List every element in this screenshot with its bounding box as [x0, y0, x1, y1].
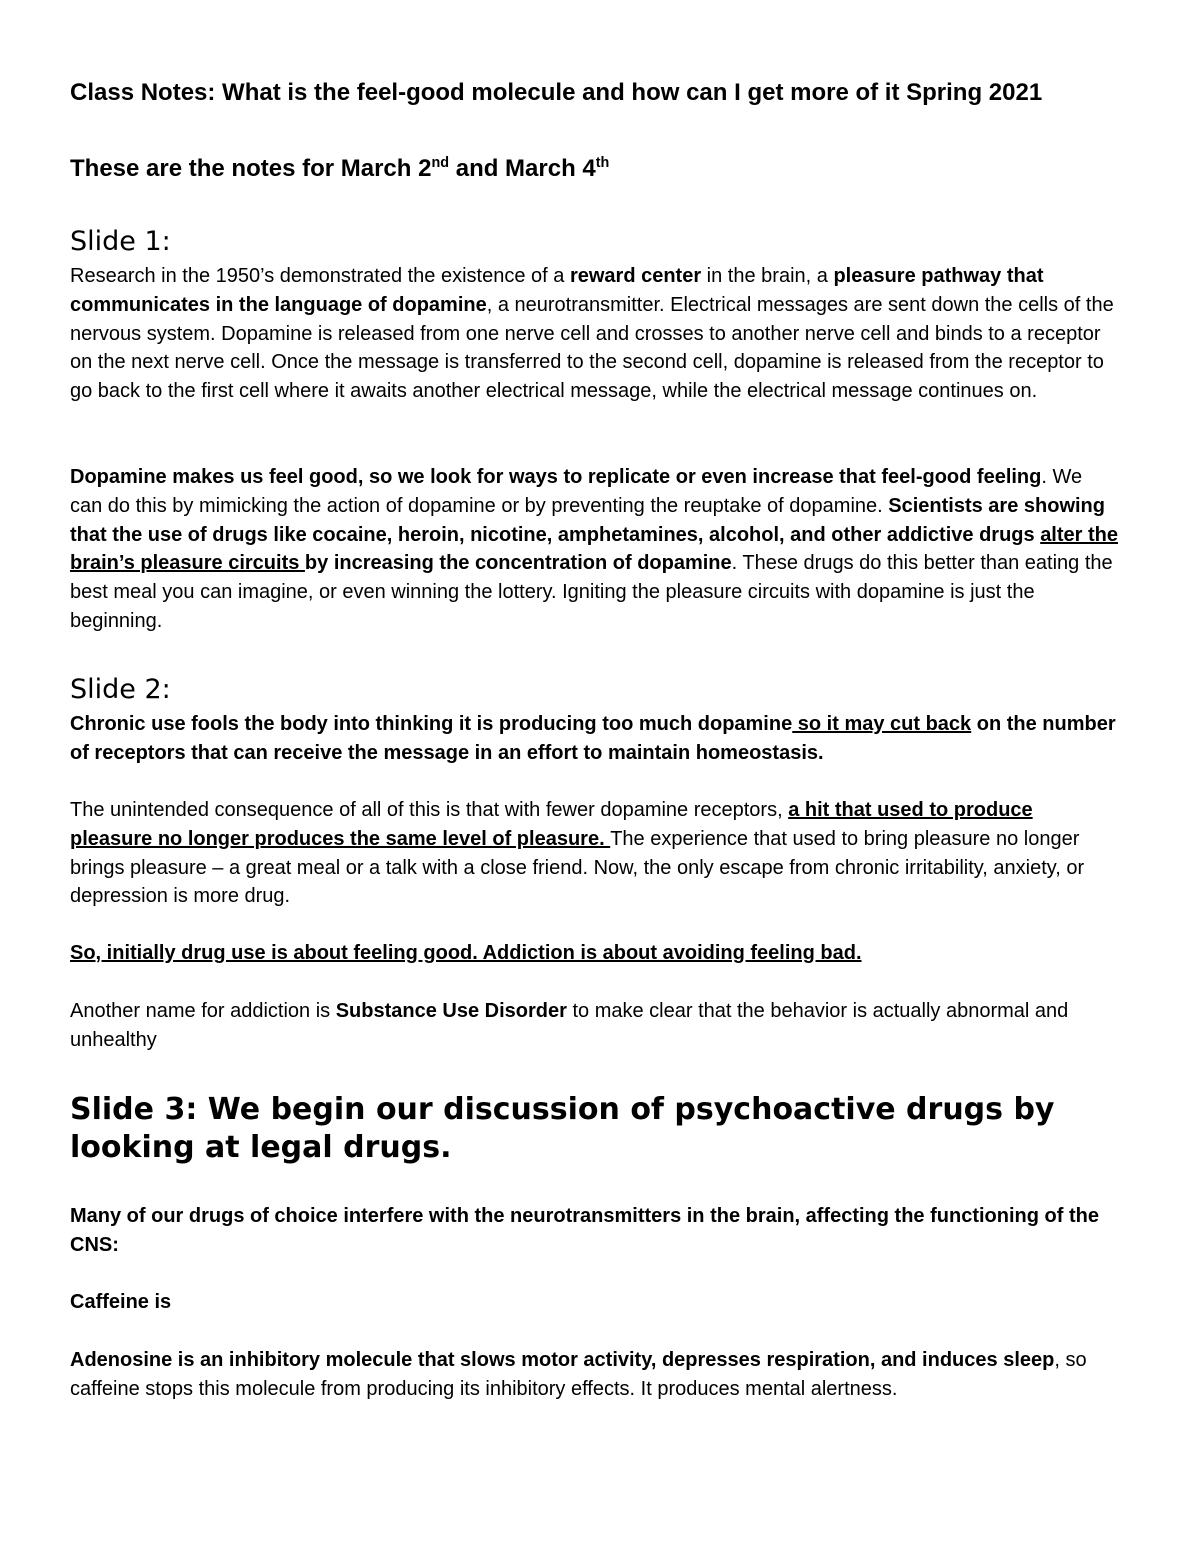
- text-run: . These drugs do this better than eating the best meal you can imagine, or even winning the lottery. Igniting the pleasure circuits with dopamine is just the beginning.: [70, 552, 1113, 632]
- slide-2-heading: Slide 2:: [70, 674, 171, 705]
- slide-2-key-point: [70, 939, 1118, 968]
- slide-2-paragraph-4: [70, 997, 1118, 1055]
- slide-1-paragraph-2: [70, 463, 1118, 636]
- text-run: to make clear that the behavior is actually abnormal and unhealthy: [70, 1000, 1069, 1051]
- text-run-bold: Chronic use fools the body into thinking it is producing too much dopamine: [70, 713, 793, 735]
- slide-3-paragraph-3: [70, 1346, 1118, 1404]
- document-title: Class Notes: What is the feel-good molecule and how can I get more of it Spring 2021: [70, 79, 1043, 106]
- text-run-underline: so it may cut back: [792, 713, 972, 735]
- slide-3-paragraph-1: [70, 1202, 1118, 1260]
- text-run: in the brain, a: [701, 265, 834, 287]
- text-run-bold: by increasing the concentration of dopamine: [304, 552, 732, 575]
- subtitle-sup-2: th: [595, 155, 610, 171]
- subtitle-mid: and March 4: [449, 155, 596, 182]
- text-run-bold: Substance Use Disorder: [335, 1000, 567, 1022]
- text-run-bold: on the number of receptors that can receive the message in an effort to maintain homeostasis.: [70, 713, 1116, 764]
- text-run: , a neurotransmitter. Electrical messages are sent down the cells of the nervous system. Dopamine is released from one nerve cell and crosses to another nerve cell and binds to a receptor on the next nerve cell. Once the message is transferred to the second cell, dopamine is released from the receptor to go back to the first cell where it awaits another electrical message, while the electrical message continues on.: [70, 293, 1114, 403]
- text-run: The unintended consequence of all of this is that with fewer dopamine receptors,: [70, 799, 789, 821]
- slide-3-paragraph-2: [70, 1288, 1118, 1317]
- subtitle-prefix: These are the notes for March 2: [70, 155, 432, 182]
- document-subtitle: [70, 154, 1190, 184]
- slide-2-paragraph-1: [70, 710, 1118, 768]
- subtitle-sup-1: nd: [431, 155, 450, 171]
- slide-1-paragraph-1: [70, 262, 1118, 406]
- slide-2-paragraph-2: [70, 796, 1118, 911]
- slide-3-heading: Slide 3: We begin our discussion of psychoactive drugs by looking at legal drugs.: [70, 1092, 1055, 1165]
- text-run: The experience that used to bring pleasure no longer brings pleasure – a great meal or a talk with a close friend. Now, the only escape from chronic irritability, anxiety, or depression is more drug.: [70, 827, 1085, 908]
- text-run-underline: So, initially drug use is about feeling good. Addiction is about avoiding feeling bad.: [70, 942, 862, 964]
- text-run-bold: pleasure pathway that communicates in the language of dopamine: [70, 265, 1044, 316]
- text-run-bold: Adenosine is an inhibitory molecule that slows motor activity, depresses respiration, and induces sleep: [70, 1349, 1055, 1371]
- text-run: Research in the 1950’s demonstrated the existence of a: [70, 265, 570, 287]
- text-run: , so caffeine stops this molecule from producing its inhibitory effects. It produces mental alertness.: [70, 1349, 1087, 1400]
- slide-1-heading: Slide 1:: [70, 226, 171, 257]
- text-run-bold: Many of our drugs of choice interfere with the neurotransmitters in the brain, affecting the functioning of the CNS:: [70, 1205, 1099, 1256]
- text-run-underline: alter the brain’s pleasure circuits: [70, 523, 1118, 575]
- text-run-bold: Scientists are showing that the use of drugs like cocaine, heroin, nicotine, amphetamines, alcohol, and other addictive drugs: [70, 494, 1105, 546]
- text-run-underline: a hit that used to produce pleasure no longer produces the same level of pleasure.: [70, 799, 1033, 850]
- text-run-bold: reward center: [569, 265, 702, 287]
- text-run: Another name for addiction is: [70, 1000, 336, 1022]
- text-run: . We can do this by mimicking the action of dopamine or by preventing the reuptake of dopamine.: [70, 466, 1083, 517]
- text-run-bold: Caffeine is: [70, 1291, 172, 1313]
- text-run-bold: Dopamine makes us feel good, so we look for ways to replicate or even increase that feel-good feeling: [70, 466, 1042, 488]
